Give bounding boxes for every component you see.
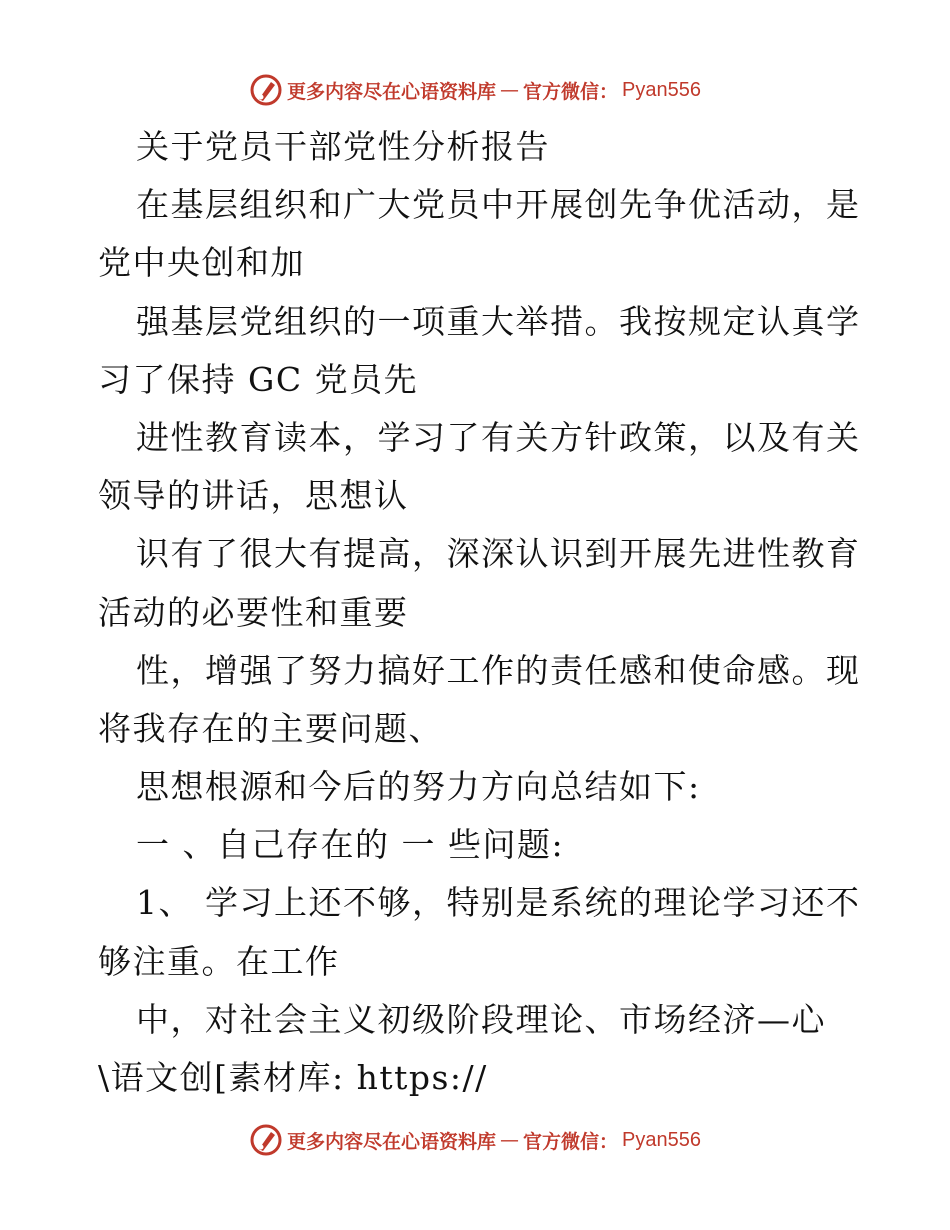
document-line: 强基层党组织的一项重大举措。我按规定认真学 bbox=[136, 301, 861, 341]
document-line: 领导的讲话，思想认 bbox=[98, 476, 409, 516]
document-line: 关于党员干部党性分析报告 bbox=[136, 127, 550, 166]
document-line: \语文创[素材库: https:// bbox=[98, 1058, 488, 1097]
watermark-dash: — bbox=[500, 79, 520, 101]
document-line: 够注重。在工作 bbox=[98, 941, 340, 981]
document-line: 性，增强了努力搞好工作的责任感和使命感。现 bbox=[136, 650, 861, 690]
document-line: 识有了很大有提高，深深认识到开展先进性教育 bbox=[136, 534, 861, 574]
pen-logo-icon bbox=[249, 73, 283, 107]
document-line: 1、 学习上还不够，特别是系统的理论学习还不 bbox=[136, 883, 861, 923]
document-line: 一 、自己存在的 一 些问题: bbox=[136, 825, 565, 865]
watermark-text: 更多内容尽在心语资料库 bbox=[287, 80, 497, 103]
document-line: 思想根源和今后的努力方向总结如下: bbox=[136, 767, 701, 807]
watermark-handle: Pyan556 bbox=[622, 1128, 701, 1151]
document-line: 进性教育读本，学习了有关方针政策，以及有关 bbox=[136, 417, 861, 457]
document-line: 在基层组织和广大党员中开展创先争优活动，是 bbox=[136, 185, 861, 225]
watermark-label: 官方微信： bbox=[523, 1130, 619, 1153]
document-line: 中，对社会主义初级阶段理论、市场经济—心 bbox=[136, 999, 826, 1039]
document-line: 党中央创和加 bbox=[98, 243, 305, 283]
watermark-footer bbox=[0, 1120, 950, 1160]
watermark-label: 官方微信： bbox=[523, 80, 619, 103]
watermark-handle: Pyan556 bbox=[622, 78, 701, 101]
pen-logo-icon bbox=[249, 1123, 283, 1157]
watermark-header bbox=[0, 70, 950, 110]
watermark-text: 更多内容尽在心语资料库 bbox=[287, 1130, 497, 1153]
document-body bbox=[98, 118, 861, 1107]
document-line: 习了保持 GC 党员先 bbox=[98, 359, 419, 399]
watermark-dash: — bbox=[500, 1129, 520, 1151]
document-line: 将我存在的主要问题、 bbox=[98, 708, 443, 748]
document-line: 活动的必要性和重要 bbox=[98, 592, 409, 632]
